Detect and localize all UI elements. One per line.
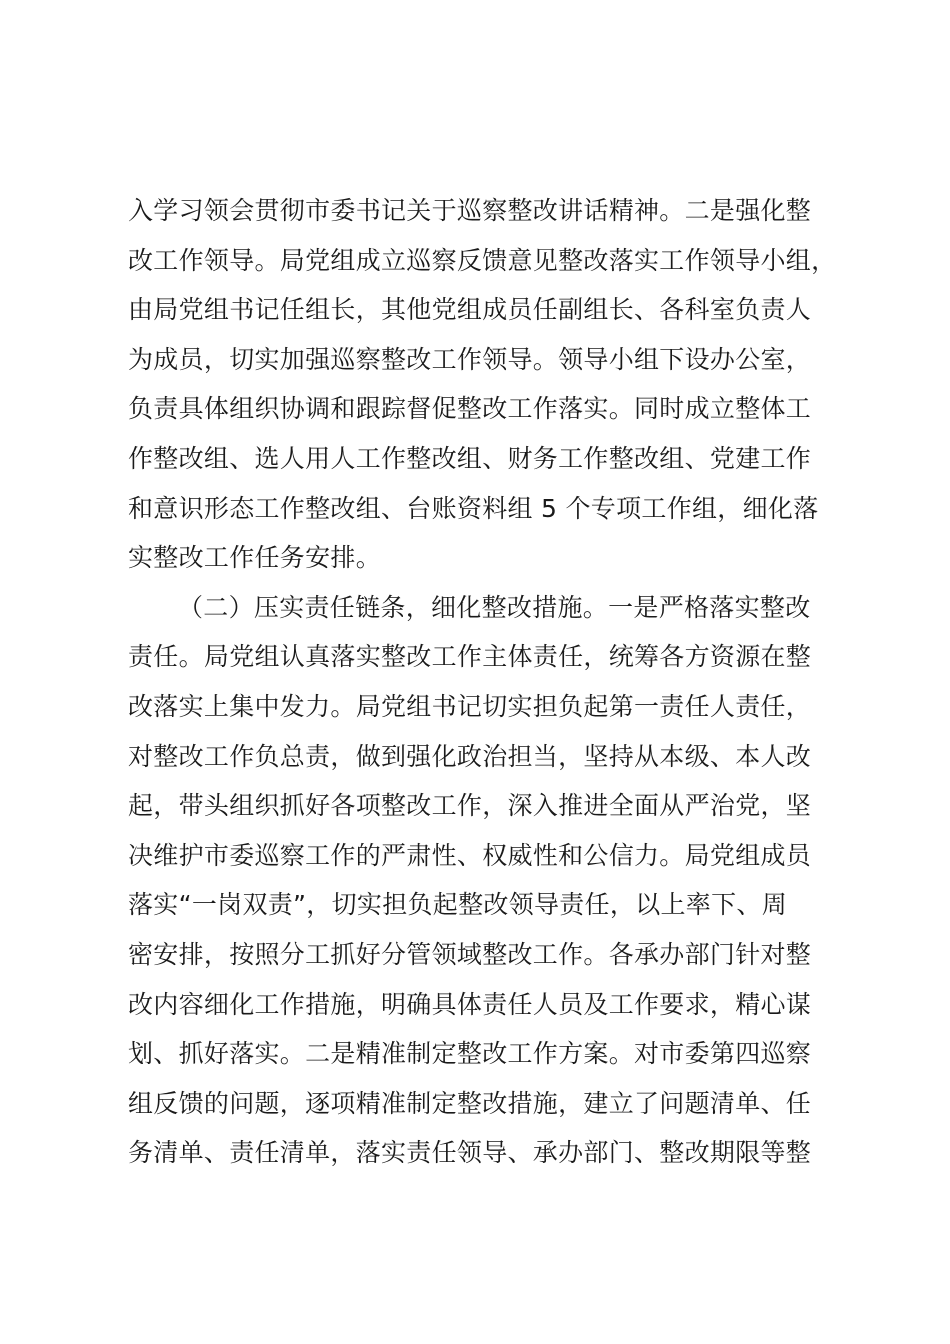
text-line: 和意识形态工作整改组、台账资料组 5 个专项工作组，细化落: [128, 493, 819, 523]
text-line: 作整改组、选人用人工作整改组、财务工作整改组、党建工作: [128, 443, 812, 473]
text-line: 决维护市委巡察工作的严肃性、权威性和公信力。局党组成员: [128, 840, 812, 870]
text-line: 入学习领会贯彻市委书记关于巡察整改讲话精神。二是强化整: [128, 196, 812, 225]
section-heading-line: （二）压实责任链条，细化整改措施。一是严格落实整改: [178, 592, 811, 622]
text-line: 为成员，切实加强巡察整改工作领导。领导小组下设办公室，: [128, 344, 812, 374]
text-line: 划、抓好落实。二是精准制定整改工作方案。对市委第四巡察: [128, 1039, 812, 1069]
text-line: 改工作领导。局党组成立巡察反馈意见整改落实工作领导小组，: [128, 245, 837, 275]
text-line: 由局党组书记任组长，其他党组成员任副组长、各科室负责人: [128, 295, 812, 325]
text-line: 务清单、责任清单，落实责任领导、承办部门、整改期限等整: [128, 1138, 812, 1168]
text-line: 实整改工作任务安排。: [128, 543, 382, 573]
text-line: 改落实上集中发力。局党组书记切实担负起第一责任人责任，: [128, 691, 812, 721]
text-line: 起，带头组织抓好各项整改工作，深入推进全面从严治党，坚: [128, 791, 812, 821]
text-line: 负责具体组织协调和跟踪督促整改工作落实。同时成立整体工: [128, 394, 812, 424]
text-line: 责任。局党组认真落实整改工作主体责任，统筹各方资源在整: [128, 642, 812, 672]
text-line: 改内容细化工作措施，明确具体责任人员及工作要求，精心谋: [128, 989, 812, 1019]
body-text: [128, 186, 868, 1178]
text-line: 落实“一岗双责”，切实担负起整改领导责任，以上率下、周: [128, 890, 788, 920]
text-line: 密安排，按照分工抓好分管领域整改工作。各承办部门针对整: [128, 939, 812, 969]
text-line: 组反馈的问题，逐项精准制定整改措施，建立了问题清单、任: [128, 1088, 812, 1118]
text-line: 对整改工作负总责，做到强化政治担当，坚持从本级、本人改: [128, 741, 812, 771]
